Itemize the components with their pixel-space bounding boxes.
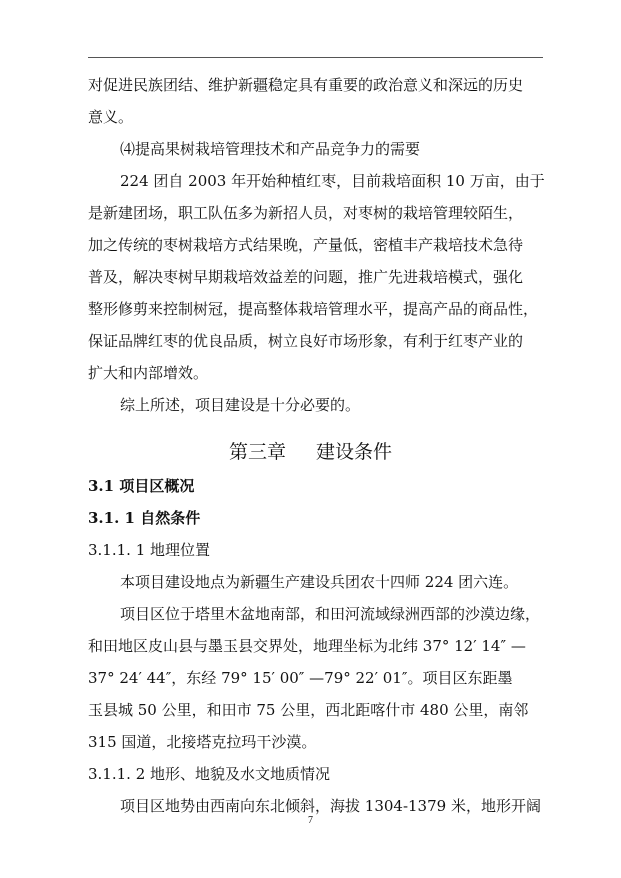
paragraph-line: 和田地区皮山县与墨玉县交界处，地理坐标为北纬 37° 12′ 14″ — — [88, 637, 526, 655]
section-heading: 3.1. 1 自然条件 — [88, 509, 201, 527]
subheading-need: ⑷提高果树栽培管理技术和产品竞争力的需要 — [120, 140, 421, 158]
paragraph-line: 扩大和内部增效。 — [88, 364, 209, 382]
paragraph-line: 项目区地势由西南向东北倾斜，海拔 1304-1379 米，地形开阔 — [120, 797, 541, 815]
section-heading: 3.1.1. 2 地形、地貌及水文地质情况 — [88, 765, 331, 783]
paragraph-line: 本项目建设地点为新疆生产建设兵团农十四师 224 团六连。 — [120, 573, 519, 591]
section-heading: 3.1 项目区概况 — [88, 477, 195, 495]
header-rule — [88, 57, 543, 58]
paragraph-line: 对促进民族团结、维护新疆稳定具有重要的政治意义和深远的历史 — [88, 76, 524, 94]
paragraph-line: 整形修剪来控制树冠，提高整体栽培管理水平，提高产品的商品性， — [88, 300, 539, 318]
page-number: 7 — [308, 815, 313, 826]
paragraph-line: 是新建团场，职工队伍多为新招人员，对枣树的栽培管理较陌生， — [88, 204, 524, 222]
paragraph-line: 综上所述，项目建设是十分必要的。 — [120, 396, 361, 414]
chapter-number: 第三章 — [228, 441, 286, 463]
paragraph-line: 普及，解决枣树早期栽培效益差的问题，推广先进栽培模式，强化 — [88, 268, 524, 286]
paragraph-line: 37° 24′ 44″，东经 79° 15′ 00″ —79° 22′ 01″。项目区东距墨 — [88, 669, 513, 687]
paragraph-line: 224 团自 2003 年开始种植红枣，目前栽培面积 10 万亩，由于 — [120, 172, 545, 190]
paragraph-line: 加之传统的枣树栽培方式结果晚，产量低，密植丰产栽培技术急待 — [88, 236, 524, 254]
paragraph-line: 315 国道，北接塔克拉玛干沙漠。 — [88, 733, 317, 751]
paragraph-line: 意义。 — [88, 108, 134, 126]
section-heading: 3.1.1. 1 地理位置 — [88, 541, 211, 559]
paragraph-line: 项目区位于塔里木盆地南部，和田河流域绿洲西部的沙漠边缘， — [120, 605, 541, 623]
chapter-title: 建设条件 — [316, 441, 393, 463]
chapter-heading — [0, 437, 621, 464]
paragraph-line: 保证品牌红枣的优良品质，树立良好市场形象，有利于红枣产业的 — [88, 332, 524, 350]
paragraph-line: 玉县城 50 公里，和田市 75 公里，西北距喀什市 480 公里，南邻 — [88, 701, 529, 719]
